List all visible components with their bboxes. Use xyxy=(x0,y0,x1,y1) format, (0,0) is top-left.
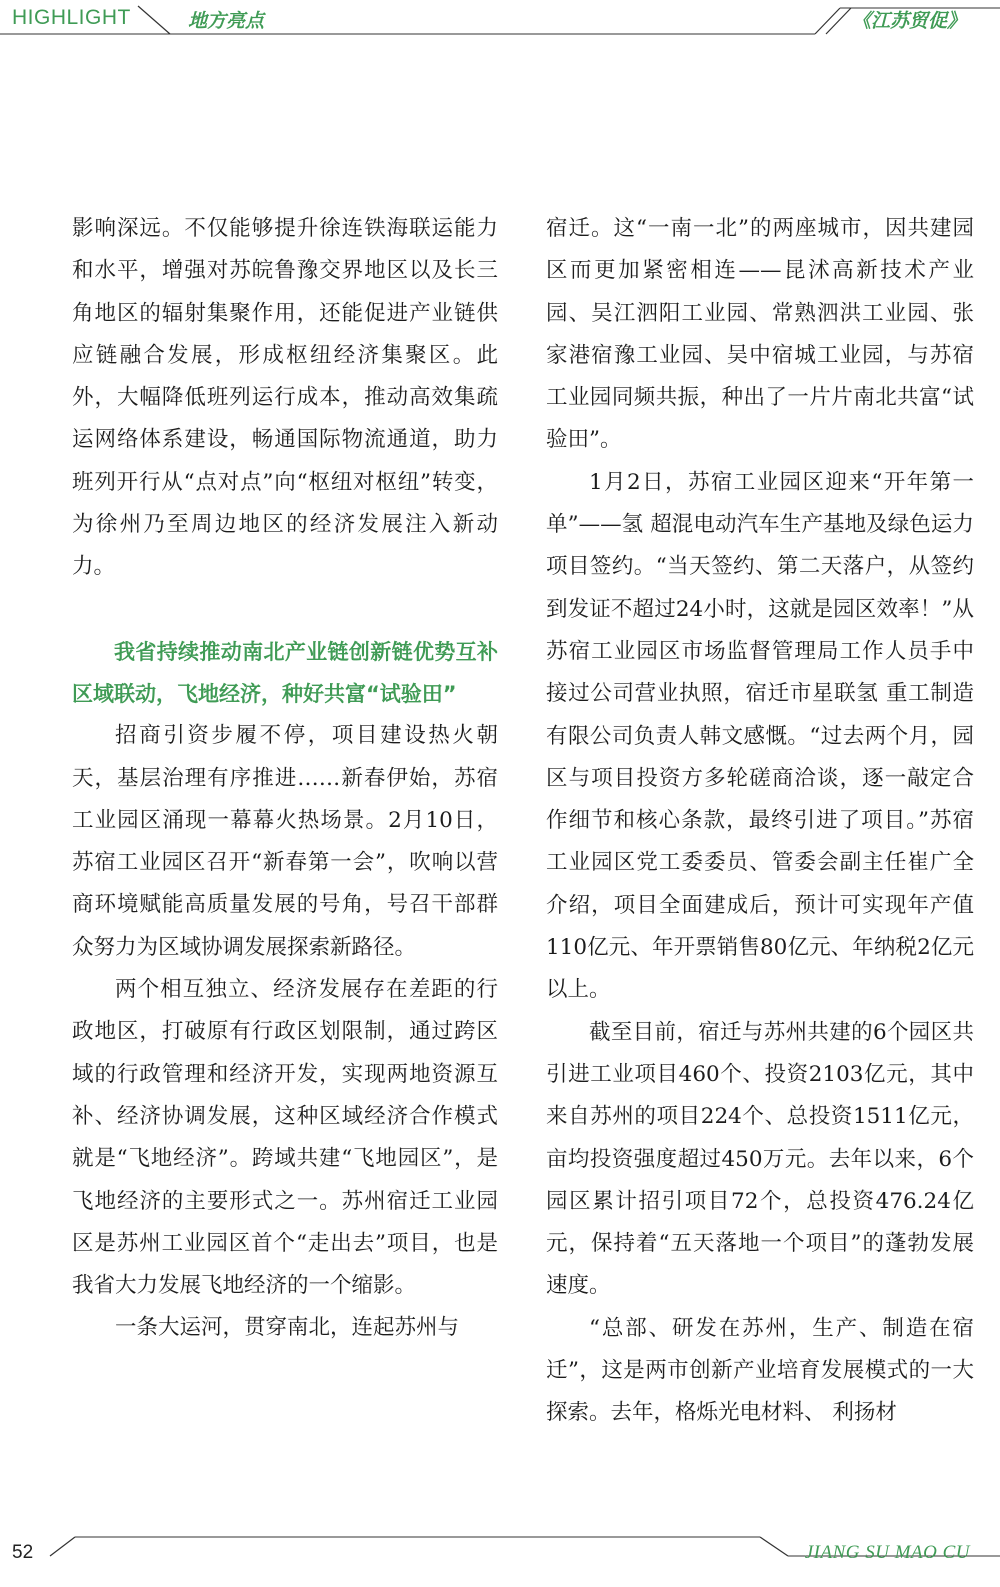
page-number: 52 xyxy=(12,1542,34,1563)
right-column xyxy=(546,208,974,1435)
left-paragraph-4: 一条大运河，贯穿南北，连起苏州与 xyxy=(115,1315,460,1341)
left-column xyxy=(72,208,498,1350)
header-highlight-label: HIGHLIGHT xyxy=(12,6,131,29)
header-magazine-title: 《江苏贸促》 xyxy=(851,10,966,32)
section-heading: 我省持续推动南北产业链创新链优势互补区域联动，飞地经济，种好共富“试验田” xyxy=(72,639,498,706)
right-paragraph-1: 宿迁。这“一南一北”的两座城市，因共建园区而更加紧密相连——昆沭高新技术产业园、吴江泗阳工业园、常熟泗洪工业园、张家港宿豫工业园、吴中宿城工业园，与苏宿工业园同频共振，种出了一片片南北共富“试验田”。 xyxy=(546,216,974,453)
right-paragraph-2: 1月2日，苏宿工业园区迎来“开年第一单”——氢 超混电动汽车生产基地及绿色运力项目签约。“当天签约、第二天落户，从签约到发证不超过24小时，这就是园区效率！”从苏宿工业园区市场监督管理局工作人员手中接过公司营业执照，宿迁市星联氢 重工制造有限公司负责人韩文感慨。“过去两个月，园区与项目投资方多轮磋商洽谈，逐一敲定合作细节和核心条款，最终引进了项目。”苏宿工业园区党工委委员、管委会副主任崔广全介绍，项目全面建成后，预计可实现年产值110亿元、年开票销售80亿元、年纳税2亿元以上。 xyxy=(546,469,974,1003)
footer-magazine-name: JIANG SU MAO CU xyxy=(804,1542,970,1563)
left-paragraph-3: 两个相互独立、经济发展存在差距的行政地区，打破原有行政区划限制，通过跨区域的行政管理和经济开发，实现两地资源互补、经济协调发展，这种区域经济合作模式就是“飞地经济”。跨域共建“飞地园区”，是飞地经济的主要形式之一。苏州宿迁工业园区是苏州工业园区首个“走出去”项目，也是我省大力发展飞地经济的一个缩影。 xyxy=(72,977,498,1299)
left-paragraph-1: 影响深远。不仅能够提升徐连铁海联运能力和水平，增强对苏皖鲁豫交界地区以及长三角地区的辐射集聚作用，还能促进产业链供应链融合发展，形成枢纽经济集聚区。此外，大幅降低班列运行成本，推动高效集疏运网络体系建设，畅通国际物流通道，助力班列开行从“点对点”向“枢纽对枢纽”转变，为徐州乃至周边地区的经济发展注入新动力。 xyxy=(72,216,498,580)
page-header xyxy=(0,0,1000,40)
right-paragraph-4: “总部、研发在苏州，生产、制造在宿迁”，这是两市创新产业培育发展模式的一大探索。去年，格烁光电材料、 利扬材 xyxy=(546,1315,974,1426)
left-paragraph-2: 招商引资步履不停，项目建设热火朝天，基层治理有序推进……新春伊始，苏宿工业园区涌现一幕幕火热场景。2月10日，苏宿工业园区召开“新春第一会”，吹响以营商环境赋能高质量发展的号角，号召干部群众努力为区域协调发展探索新路径。 xyxy=(72,723,498,960)
header-rule-graphic xyxy=(0,0,1000,40)
right-paragraph-3: 截至目前，宿迁与苏州共建的6个园区共引进工业项目460个、投资2103亿元，其中来自苏州的项目224个、总投资1511亿元，亩均投资强度超过450万元。去年以来，6个园区累计招引项目72个，总投资476.24亿元，保持着“五天落地一个项目”的蓬勃发展速度。 xyxy=(546,1019,974,1299)
header-section-title: 地方亮点 xyxy=(188,10,265,32)
page-footer xyxy=(0,1534,1000,1587)
